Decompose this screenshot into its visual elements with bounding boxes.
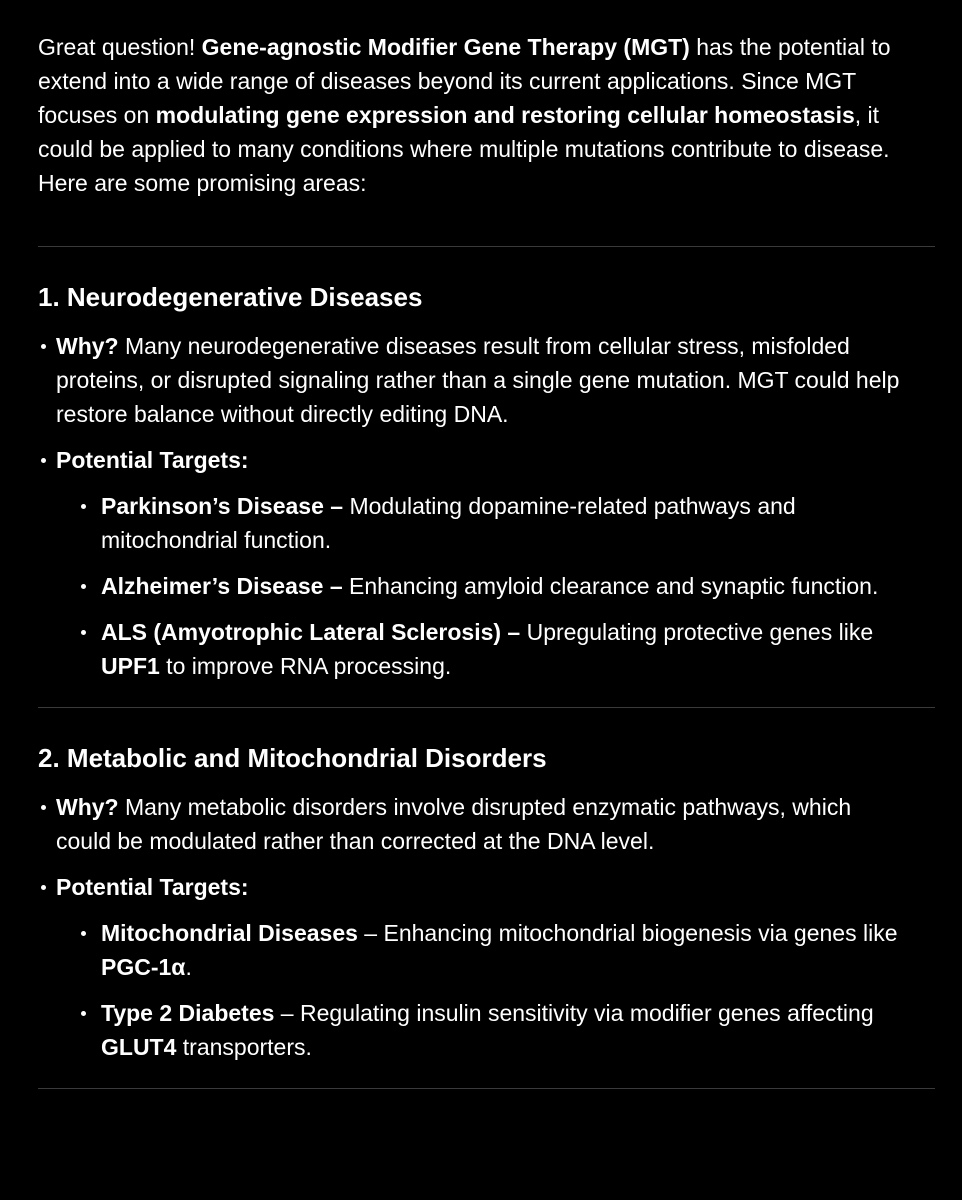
target-text: Enhancing amyloid clearance and synaptic function. <box>349 573 879 599</box>
why-text: Many neurodegenerative diseases result from cellular stress, misfolded proteins, or disrupted signaling rather than a single gene mutation. MGT could help restore balance without directly editing DNA. <box>56 333 900 427</box>
targets-item <box>38 870 908 1064</box>
target-name: Mitochondrial Diseases <box>101 920 358 946</box>
targets-item <box>38 443 908 683</box>
intro-bold-2: modulating gene expression and restoring cellular homeostasis <box>155 102 855 128</box>
target-text: Enhancing mitochondrial biogenesis via genes like <box>383 920 898 946</box>
target-dash: – <box>323 573 350 599</box>
target-item <box>56 489 908 557</box>
target-dash: – <box>274 1000 300 1026</box>
divider <box>38 246 935 247</box>
section-list <box>38 329 908 683</box>
target-text-end: transporters. <box>176 1034 312 1060</box>
target-name: Type 2 Diabetes <box>101 1000 275 1026</box>
section-list <box>38 790 908 1064</box>
why-item <box>38 790 908 858</box>
target-item <box>56 569 908 603</box>
intro-text-1: Great question! <box>38 34 202 60</box>
target-item <box>56 996 908 1064</box>
target-name: ALS (Amyotrophic Lateral Sclerosis) <box>101 619 502 645</box>
targets-list <box>56 916 908 1064</box>
target-gene: GLUT4 <box>101 1034 177 1060</box>
target-name: Parkinson’s Disease <box>101 493 324 519</box>
intro-text-3: , it could be applied to many conditions where multiple mutations contribute to disease. Here are some promising areas: <box>38 102 890 196</box>
target-dash: – <box>323 493 350 519</box>
targets-label: Potential Targets: <box>56 874 249 900</box>
target-text: Modulating dopamine-related pathways and mitochondrial function. <box>101 493 796 553</box>
target-text: Regulating insulin sensitivity via modifier genes affecting <box>300 1000 874 1026</box>
section-title-metabolic: 2. Metabolic and Mitochondrial Disorders <box>38 743 547 773</box>
why-label: Why? <box>56 794 119 820</box>
why-item <box>38 329 908 431</box>
why-text: Many metabolic disorders involve disrupted enzymatic pathways, which could be modulated rather than corrected at the DNA level. <box>56 794 852 854</box>
why-label: Why? <box>56 333 119 359</box>
target-name: Alzheimer’s Disease <box>101 573 324 599</box>
target-gene: UPF1 <box>101 653 160 679</box>
section-title-neurodegenerative: 1. Neurodegenerative Diseases <box>38 282 423 312</box>
target-text-end: to improve RNA processing. <box>159 653 452 679</box>
intro-paragraph <box>38 30 908 200</box>
target-text-end: . <box>185 954 192 980</box>
target-dash: – <box>357 920 384 946</box>
targets-label: Potential Targets: <box>56 447 249 473</box>
message-content <box>38 30 908 1089</box>
target-gene: PGC-1α <box>101 954 186 980</box>
divider <box>38 707 935 708</box>
target-item <box>56 916 908 984</box>
divider <box>38 1088 935 1089</box>
target-dash: – <box>501 619 527 645</box>
intro-text-2: has the potential to extend into a wide range of diseases beyond its current applications. Since MGT focuses on <box>38 34 891 128</box>
target-item <box>56 615 908 683</box>
intro-bold-1: Gene-agnostic Modifier Gene Therapy (MGT) <box>201 34 690 60</box>
target-text: Upregulating protective genes like <box>526 619 874 645</box>
targets-list <box>56 489 908 683</box>
